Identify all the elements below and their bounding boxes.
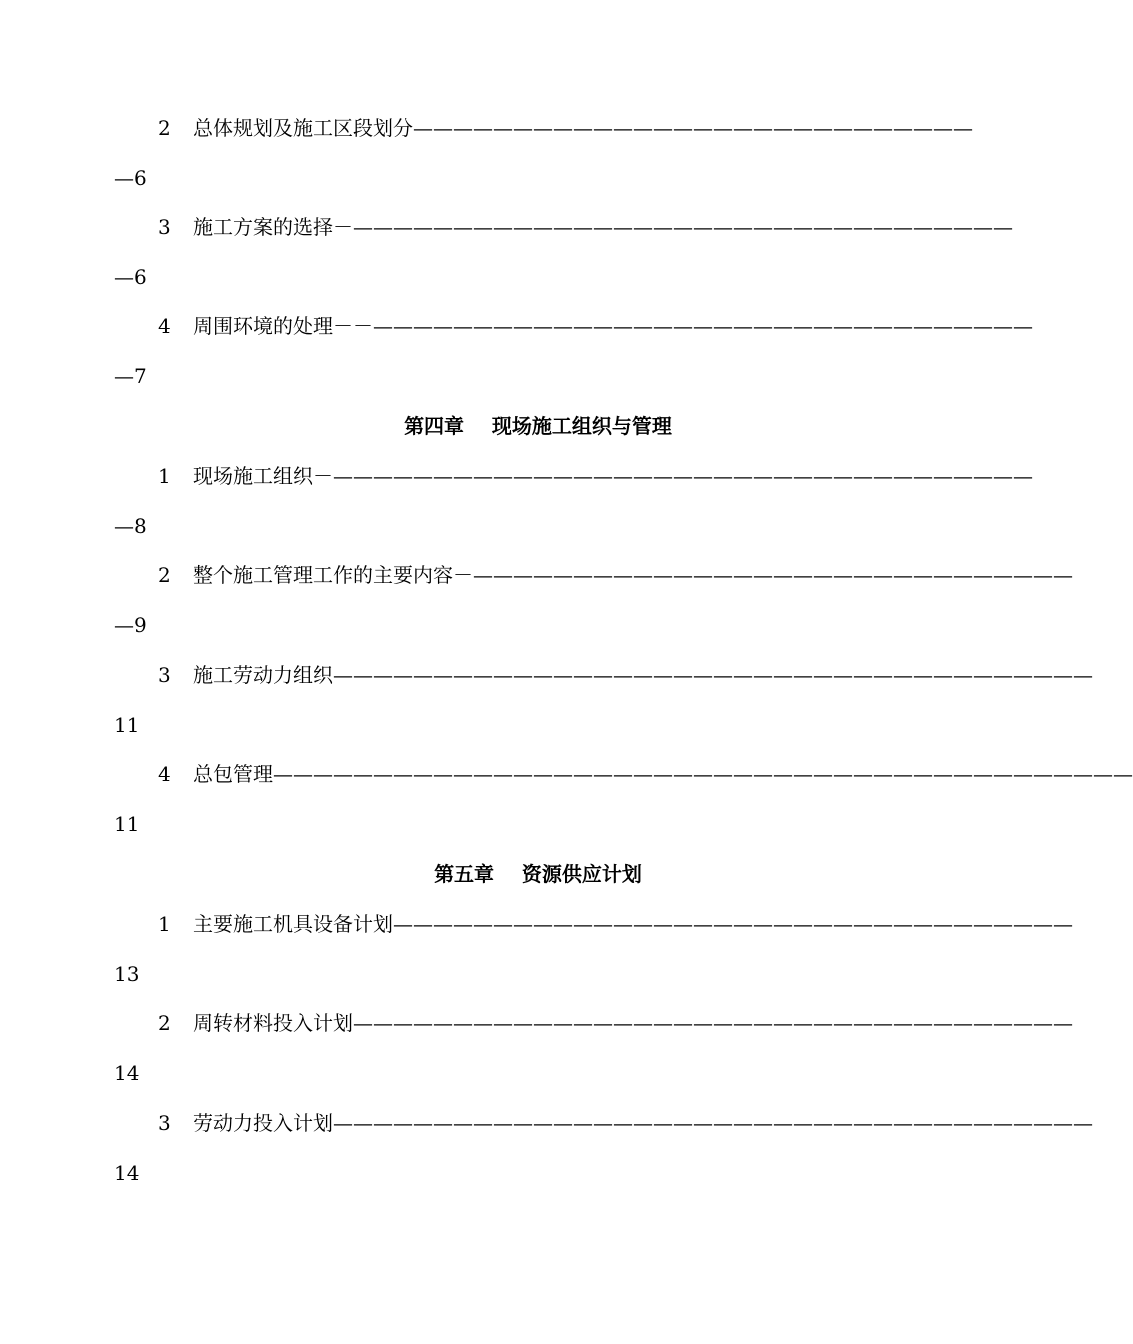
toc-entry-title-line <box>193 661 1093 689</box>
toc-entry-page-line <box>0 1059 950 1087</box>
toc-entry-page-line <box>0 611 950 639</box>
toc-entry-page: 13 <box>114 962 140 986</box>
toc-entry-title-line <box>193 213 1013 241</box>
toc-entry-page-line <box>0 263 950 291</box>
toc-entry-number: 3 <box>158 215 171 239</box>
toc-entry <box>0 312 1033 340</box>
toc-entry-title-line <box>193 1009 1073 1037</box>
chapter-heading <box>0 860 1076 888</box>
toc-entry-page: 14 <box>114 1061 140 1085</box>
toc-entry-number: 3 <box>158 663 171 687</box>
toc-entry-page: 11 <box>114 713 140 737</box>
toc-entry-number: 2 <box>158 1011 171 1035</box>
toc-entry-title: 现场施工组织 <box>193 464 313 488</box>
toc-leader: ———————————————————————————— <box>413 116 973 140</box>
toc-leader: —————————————————————————————————— <box>393 912 1073 936</box>
toc-entry-number: 4 <box>158 314 171 338</box>
toc-leader: ———————————————————————————————————— <box>353 1011 1073 1035</box>
toc-leader: －—————————————————————————————— <box>453 563 1073 587</box>
toc-entry-title-line <box>193 1109 1093 1137</box>
toc-entry-page-line <box>0 1159 950 1187</box>
toc-entry-title-line <box>193 561 1073 589</box>
chapter-label: 第五章 <box>434 862 495 886</box>
chapter-heading <box>0 412 1076 440</box>
toc-entry <box>0 760 1133 788</box>
toc-leader: ——————————————————————————————————————————— <box>273 762 1133 786</box>
toc-entry-page-line <box>0 960 950 988</box>
toc-entry-title: 施工方案的选择 <box>193 215 333 239</box>
toc-entry <box>0 561 1073 589</box>
toc-entry-page-line <box>0 711 950 739</box>
toc-entry-title: 总包管理 <box>193 762 273 786</box>
toc-entry-page: —9 <box>114 613 147 637</box>
toc-entry-page: —8 <box>114 514 147 538</box>
chapter-title: 资源供应计划 <box>521 862 642 886</box>
toc-entry-title: 总体规划及施工区段划分 <box>193 116 413 140</box>
toc-entry-title: 周围环境的处理 <box>193 314 333 338</box>
toc-entry <box>0 910 1073 938</box>
toc-entry-page: 14 <box>114 1161 140 1185</box>
toc-entry-title: 主要施工机具设备计划 <box>193 912 393 936</box>
toc-entry-number: 2 <box>158 116 171 140</box>
toc-entry-title-line <box>193 760 1133 788</box>
toc-entry-title-line <box>193 910 1073 938</box>
toc-entry-title: 劳动力投入计划 <box>193 1111 333 1135</box>
toc-entry <box>0 1109 1093 1137</box>
toc-entry-page-line <box>0 512 950 540</box>
toc-entry-title-line <box>193 462 1033 490</box>
toc-entry-title-line <box>193 114 973 142</box>
toc-entry-title: 施工劳动力组织 <box>193 663 333 687</box>
toc-entry-page: —7 <box>114 364 147 388</box>
toc-entry-page: 11 <box>114 812 140 836</box>
toc-entry-page: —6 <box>114 166 147 190</box>
chapter-title: 现场施工组织与管理 <box>491 414 672 438</box>
toc-entry <box>0 1009 1073 1037</box>
toc-leader: －————————————————————————————————— <box>333 215 1013 239</box>
toc-leader: —————————————————————————————————————— <box>333 1111 1093 1135</box>
toc-entry-number: 1 <box>158 464 171 488</box>
toc-entry-title: 周转材料投入计划 <box>193 1011 353 1035</box>
chapter-label: 第四章 <box>404 414 465 438</box>
toc-leader: －－————————————————————————————————— <box>333 314 1033 338</box>
toc-entry-title-line <box>193 312 1033 340</box>
toc-entry-number: 1 <box>158 912 171 936</box>
toc-entry-number: 3 <box>158 1111 171 1135</box>
toc-entry-title: 整个施工管理工作的主要内容 <box>193 563 453 587</box>
toc-entry-number: 2 <box>158 563 171 587</box>
toc-entry <box>0 462 1033 490</box>
toc-entry <box>0 661 1093 689</box>
toc-entry <box>0 213 1013 241</box>
toc-entry <box>0 114 973 142</box>
toc-leader: —————————————————————————————————————— <box>333 663 1093 687</box>
toc-entry-page: —6 <box>114 265 147 289</box>
toc-entry-number: 4 <box>158 762 171 786</box>
toc-entry-page-line <box>0 810 950 838</box>
toc-leader: －——————————————————————————————————— <box>313 464 1033 488</box>
toc-entry-page-line <box>0 164 950 192</box>
toc-entry-page-line <box>0 362 950 390</box>
